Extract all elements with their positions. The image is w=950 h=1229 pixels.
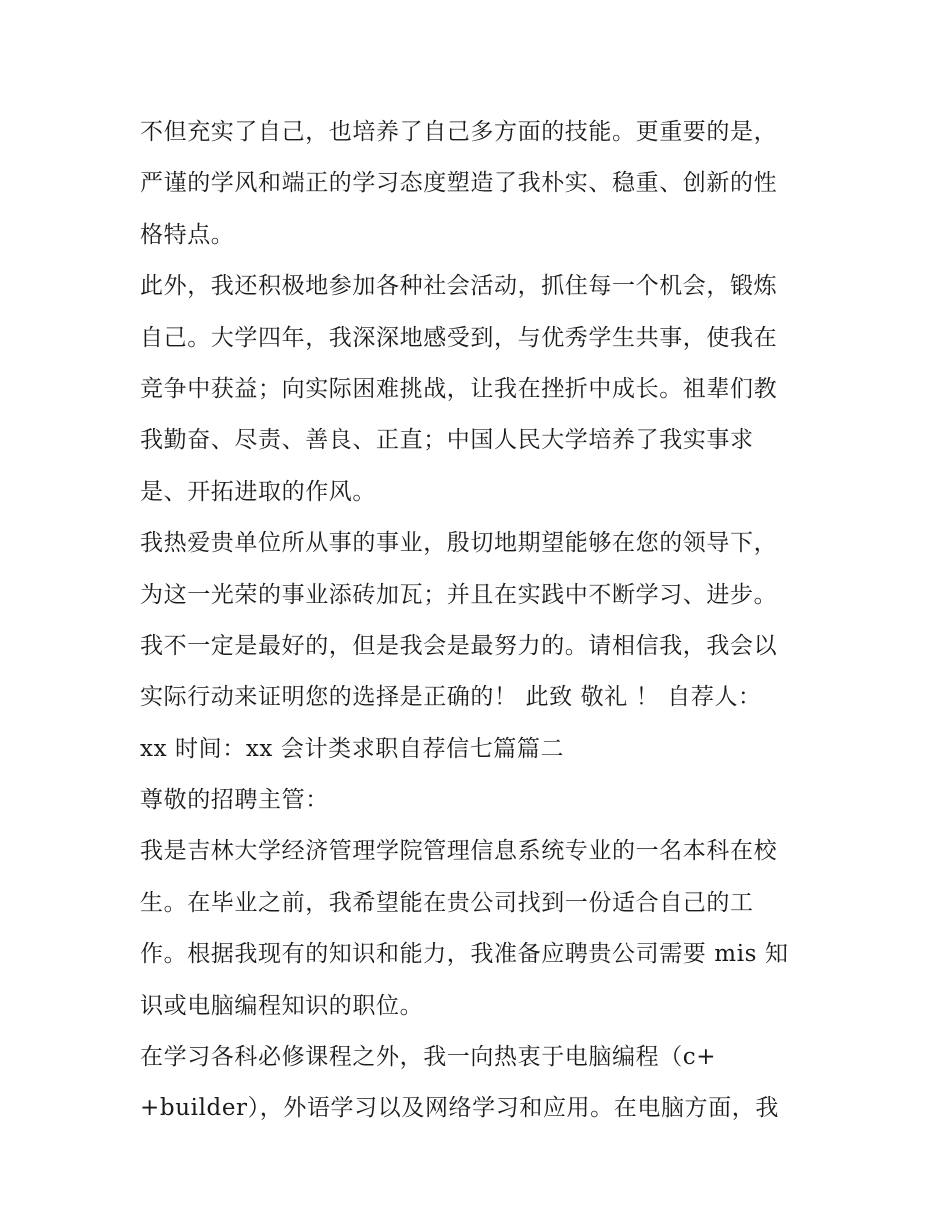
text-line: 我勤奋、尽责、善良、正直；中国人民大学培养了我实事求	[140, 427, 754, 454]
document-body	[140, 107, 820, 1135]
text-line: 严谨的学风和端正的学习态度塑造了我朴实、稳重、创新的性	[140, 170, 778, 197]
text-line: 识或电脑编程知识的职位。	[140, 992, 424, 1019]
text-line: 竞争中获益；向实际困难挑战，让我在挫折中成长。祖辈们教	[140, 375, 778, 402]
text-line: 在学习各科必修课程之外，我一向热衷于电脑编程（c+	[140, 1044, 717, 1071]
text-line: 为这一光荣的事业添砖加瓦；并且在实践中不断学习、进步。	[140, 581, 778, 608]
text-line: 我是吉林大学经济管理学院管理信息系统专业的一名本科在校	[140, 838, 778, 865]
text-line: 是、开拓进取的作风。	[140, 478, 376, 505]
text-line: 尊敬的招聘主管：	[140, 787, 329, 814]
text-line: 实际行动来证明您的选择是正确的！ 此致 敬礼 ！ 自荐人：	[140, 684, 762, 711]
text-line: +builder），外语学习以及网络学习和应用。在电脑方面，我	[140, 1095, 779, 1122]
text-line: 不但充实了自己，也培养了自己多方面的技能。更重要的是，	[140, 119, 778, 145]
text-line: 我热爱贵单位所从事的事业，殷切地期望能够在您的领导下，	[140, 530, 778, 557]
text-line: 此外，我还积极地参加各种社会活动，抓住每一个机会，锻炼	[140, 273, 778, 300]
text-line: 格特点。	[140, 221, 235, 248]
text-line: 作。根据我现有的知识和能力，我准备应聘贵公司需要 mis 知	[140, 941, 789, 968]
text-line: 自己。大学四年，我深深地感受到，与优秀学生共事，使我在	[140, 324, 778, 351]
text-line: xx 时间：xx 会计类求职自荐信七篇篇二	[140, 735, 565, 762]
text-line: 我不一定是最好的，但是我会是最努力的。请相信我，我会以	[140, 632, 778, 659]
text-line: 生。在毕业之前，我希望能在贵公司找到一份适合自己的工	[140, 889, 754, 916]
